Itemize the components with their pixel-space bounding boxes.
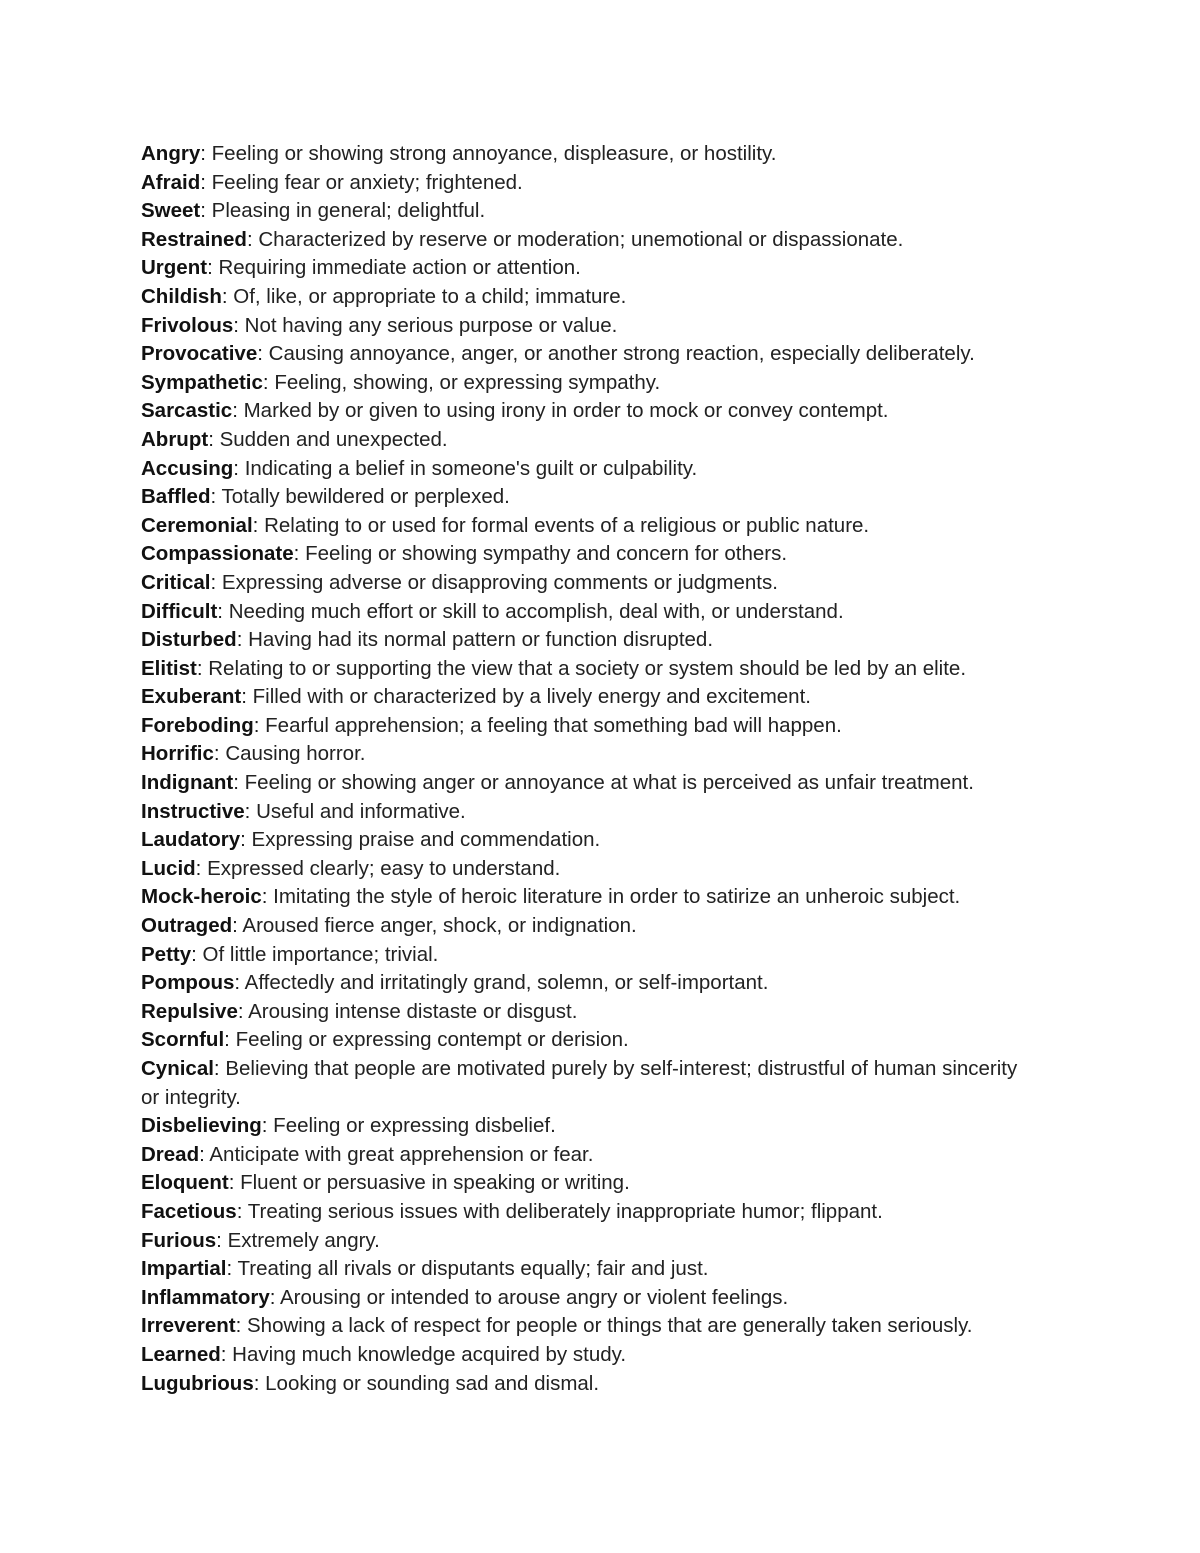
entry-term: Foreboding <box>141 713 254 737</box>
vocabulary-entry <box>141 197 1041 226</box>
entry-term: Impartial <box>141 1257 227 1281</box>
vocabulary-entry <box>141 941 1041 970</box>
entry-term: Mock-heroic <box>141 885 262 909</box>
entry-definition: Feeling, showing, or expressing sympathy. <box>274 370 661 394</box>
entry-definition: Indicating a belief in someone's guilt or culpability. <box>244 456 698 480</box>
entry-definition: Showing a lack of respect for people or things that are generally taken seriously. <box>247 1314 973 1338</box>
entry-term: Scornful <box>141 1028 225 1052</box>
entry-term: Eloquent <box>141 1171 229 1195</box>
vocabulary-entry <box>141 683 1041 712</box>
entry-term: Petty <box>141 942 192 966</box>
vocabulary-entry <box>141 1312 1041 1341</box>
vocabulary-entry <box>141 769 1041 798</box>
vocabulary-entry <box>141 1227 1041 1256</box>
entry-term: Sarcastic <box>141 399 233 423</box>
entry-term: Childish <box>141 284 222 308</box>
entry-term: Afraid <box>141 170 201 194</box>
entry-definition: Having much knowledge acquired by study. <box>232 1342 627 1366</box>
entry-definition: Of, like, or appropriate to a child; immature. <box>233 284 627 308</box>
entry-definition: Aroused fierce anger, shock, or indignation. <box>242 914 637 938</box>
vocabulary-entry <box>141 740 1041 769</box>
entry-term: Ceremonial <box>141 513 253 537</box>
entry-separator: : <box>216 1228 228 1252</box>
vocabulary-entry <box>141 254 1041 283</box>
entry-separator: : <box>210 485 222 509</box>
vocabulary-entry <box>141 483 1041 512</box>
vocabulary-entry <box>141 569 1041 598</box>
vocabulary-entry <box>141 826 1041 855</box>
vocabulary-entry <box>141 969 1041 998</box>
entry-term: Sympathetic <box>141 370 263 394</box>
entry-separator: : <box>200 170 212 194</box>
entry-definition: Requiring immediate action or attention. <box>218 256 581 280</box>
entry-definition: Feeling or showing anger or annoyance at what is perceived as unfair treatment. <box>244 771 974 795</box>
entry-separator: : <box>253 713 266 737</box>
entry-term: Cynical <box>141 1057 214 1080</box>
vocabulary-entry <box>141 1370 1041 1399</box>
entry-definition: Affectedly and irritatingly grand, solemn, or self-important. <box>244 971 769 995</box>
entry-definition: Relating to or supporting the view that a society or system should be led by an elite. <box>208 656 967 680</box>
entry-separator: : <box>232 399 244 423</box>
entry-term: Disbelieving <box>141 1114 262 1138</box>
entry-definition: Expressed clearly; easy to understand. <box>207 856 561 880</box>
entry-separator: : <box>220 1342 233 1366</box>
entry-separator: : <box>221 284 234 308</box>
entry-separator: : <box>252 513 265 537</box>
entry-term: Critical <box>141 570 211 594</box>
vocabulary-entry <box>141 1026 1041 1055</box>
entry-definition: Filled with or characterized by a lively energy and excitement. <box>252 685 811 709</box>
entry-definition: Treating all rivals or disputants equally; fair and just. <box>237 1257 709 1281</box>
entry-separator: : <box>196 656 209 680</box>
entry-separator: : <box>235 1314 247 1338</box>
entry-separator: : <box>213 742 226 766</box>
vocabulary-entry <box>141 626 1041 655</box>
vocabulary-entry <box>141 169 1041 198</box>
entry-definition: Expressing praise and commendation. <box>251 828 601 852</box>
entry-separator: : <box>262 370 275 394</box>
entry-separator: : <box>246 227 259 251</box>
entry-definition: Feeling or expressing contempt or derision. <box>235 1028 629 1052</box>
vocabulary-entry <box>141 340 1041 369</box>
vocabulary-entry <box>141 312 1041 341</box>
entry-separator: : <box>224 1028 236 1052</box>
vocabulary-entry <box>141 512 1041 541</box>
vocabulary-entry <box>141 283 1041 312</box>
entry-separator: : <box>195 856 208 880</box>
entry-term: Disturbed <box>141 628 237 652</box>
entry-separator: : <box>257 342 269 366</box>
entry-separator: : <box>226 1257 238 1281</box>
entry-separator: : <box>237 999 249 1023</box>
entry-definition: Feeling fear or anxiety; frightened. <box>211 170 523 194</box>
entry-definition: Sudden and unexpected. <box>219 427 448 451</box>
entry-definition: Causing horror. <box>225 742 366 766</box>
entry-definition: Of little importance; trivial. <box>202 942 439 966</box>
entry-term: Facetious <box>141 1199 237 1223</box>
vocabulary-entry <box>141 1112 1041 1141</box>
entry-separator: : <box>191 942 203 966</box>
entry-definition: Pleasing in general; delightful. <box>211 199 486 223</box>
entry-definition: Fluent or persuasive in speaking or writing. <box>240 1171 630 1195</box>
entry-separator: : <box>261 885 274 909</box>
entry-term: Compassionate <box>141 542 294 566</box>
entry-separator: : <box>200 142 212 165</box>
vocabulary-entry <box>141 998 1041 1027</box>
entry-definition: Needing much effort or skill to accomplish, deal with, or understand. <box>228 599 844 623</box>
entry-separator: : <box>228 1171 241 1195</box>
entry-term: Instructive <box>141 799 245 823</box>
entry-separator: : <box>253 1371 266 1395</box>
entry-term: Lucid <box>141 856 196 880</box>
entry-definition: Arousing or intended to arouse angry or violent feelings. <box>280 1285 789 1309</box>
entry-definition: Useful and informative. <box>256 799 466 823</box>
entry-separator: : <box>233 771 245 795</box>
entry-separator: : <box>210 570 222 594</box>
entry-term: Urgent <box>141 256 208 280</box>
vocabulary-entry <box>141 1255 1041 1284</box>
vocabulary-entry <box>141 912 1041 941</box>
entry-term: Exuberant <box>141 685 242 709</box>
vocabulary-entry <box>141 426 1041 455</box>
entry-term: Pompous <box>141 971 235 995</box>
vocabulary-entry <box>141 540 1041 569</box>
entry-definition: Treating serious issues with deliberately inappropriate humor; flippant. <box>247 1199 883 1223</box>
entry-separator: : <box>244 799 257 823</box>
vocabulary-entry <box>141 1284 1041 1313</box>
vocabulary-entry <box>141 883 1041 912</box>
entry-term: Furious <box>141 1228 217 1252</box>
entry-definition: Fearful apprehension; a feeling that something bad will happen. <box>265 713 842 737</box>
entry-term: Sweet <box>141 199 201 223</box>
vocabulary-entry <box>141 1169 1041 1198</box>
entry-definition: Arousing intense distaste or disgust. <box>248 999 578 1023</box>
entry-separator: : <box>207 256 219 280</box>
vocabulary-entry <box>141 1198 1041 1227</box>
vocabulary-entry <box>141 1141 1041 1170</box>
entry-definition: Not having any serious purpose or value. <box>244 313 618 337</box>
entry-term: Inflammatory <box>141 1285 270 1309</box>
vocabulary-entry <box>141 798 1041 827</box>
entry-definition: Feeling or expressing disbelief. <box>273 1114 556 1138</box>
entry-definition: Characterized by reserve or moderation; unemotional or dispassionate. <box>258 227 904 251</box>
entry-separator: : <box>269 1285 280 1309</box>
entry-separator: : <box>232 914 243 938</box>
vocabulary-entry <box>141 369 1041 398</box>
entry-definition: Totally bewildered or perplexed. <box>221 485 510 509</box>
entry-separator: : <box>261 1114 274 1138</box>
entry-term: Accusing <box>141 456 234 480</box>
entry-separator: : <box>208 427 220 451</box>
entry-separator: : <box>200 199 212 223</box>
entry-separator: : <box>293 542 306 566</box>
entry-separator: : <box>236 1199 248 1223</box>
vocabulary-entry <box>141 598 1041 627</box>
entry-definition: Extremely angry. <box>227 1228 380 1252</box>
vocabulary-entry <box>141 855 1041 884</box>
entry-definition: Believing that people are motivated purely by self-interest; distrustful of human sincerity or integrity. <box>141 1057 1018 1109</box>
entry-term: Angry <box>141 142 201 165</box>
entry-definition: Looking or sounding sad and dismal. <box>265 1371 600 1395</box>
vocabulary-entry <box>141 226 1041 255</box>
entry-separator: : <box>233 456 245 480</box>
entry-term: Abrupt <box>141 427 209 451</box>
entry-term: Baffled <box>141 485 211 509</box>
entry-definition: Marked by or given to using irony in order to mock or convey contempt. <box>243 399 889 423</box>
entry-term: Outraged <box>141 914 233 938</box>
entry-term: Lugubrious <box>141 1371 254 1395</box>
entry-term: Laudatory <box>141 828 241 852</box>
vocabulary-entry <box>141 712 1041 741</box>
entry-separator: : <box>217 599 229 623</box>
entry-definition: Having had its normal pattern or function disrupted. <box>248 628 714 652</box>
entry-term: Horrific <box>141 742 214 766</box>
entry-definition: Imitating the style of heroic literature in order to satirize an unheroic subject. <box>273 885 961 909</box>
entry-separator: : <box>199 1142 210 1166</box>
entry-separator: : <box>241 685 253 709</box>
entry-separator: : <box>236 628 249 652</box>
entry-definition: Expressing adverse or disapproving comments or judgments. <box>221 570 778 594</box>
vocabulary-entry <box>141 1341 1041 1370</box>
entry-separator: : <box>233 313 245 337</box>
entry-definition: Feeling or showing sympathy and concern for others. <box>305 542 788 566</box>
entry-term: Elitist <box>141 656 197 680</box>
entry-definition: Anticipate with great apprehension or fear. <box>209 1142 594 1166</box>
entry-term: Repulsive <box>141 999 238 1023</box>
vocabulary-entry <box>141 455 1041 484</box>
vocabulary-entry <box>141 397 1041 426</box>
entry-term: Indignant <box>141 771 234 795</box>
entry-definition: Feeling or showing strong annoyance, displeasure, or hostility. <box>211 142 777 165</box>
entry-separator: : <box>234 971 245 995</box>
entry-term: Difficult <box>141 599 218 623</box>
entry-definition: Relating to or used for formal events of a religious or public nature. <box>264 513 870 537</box>
vocabulary-list <box>141 140 1041 1398</box>
entry-term: Provocative <box>141 342 258 366</box>
vocabulary-entry <box>141 655 1041 684</box>
entry-term: Frivolous <box>141 313 234 337</box>
vocabulary-entry <box>141 1055 1041 1112</box>
entry-term: Learned <box>141 1342 221 1366</box>
entry-definition: Causing annoyance, anger, or another strong reaction, especially deliberately. <box>268 342 975 366</box>
entry-separator: : <box>240 828 252 852</box>
vocabulary-entry <box>141 140 1041 169</box>
entry-term: Irreverent <box>141 1314 236 1338</box>
entry-term: Dread <box>141 1142 200 1166</box>
entry-term: Restrained <box>141 227 247 251</box>
entry-separator: : <box>213 1057 226 1080</box>
